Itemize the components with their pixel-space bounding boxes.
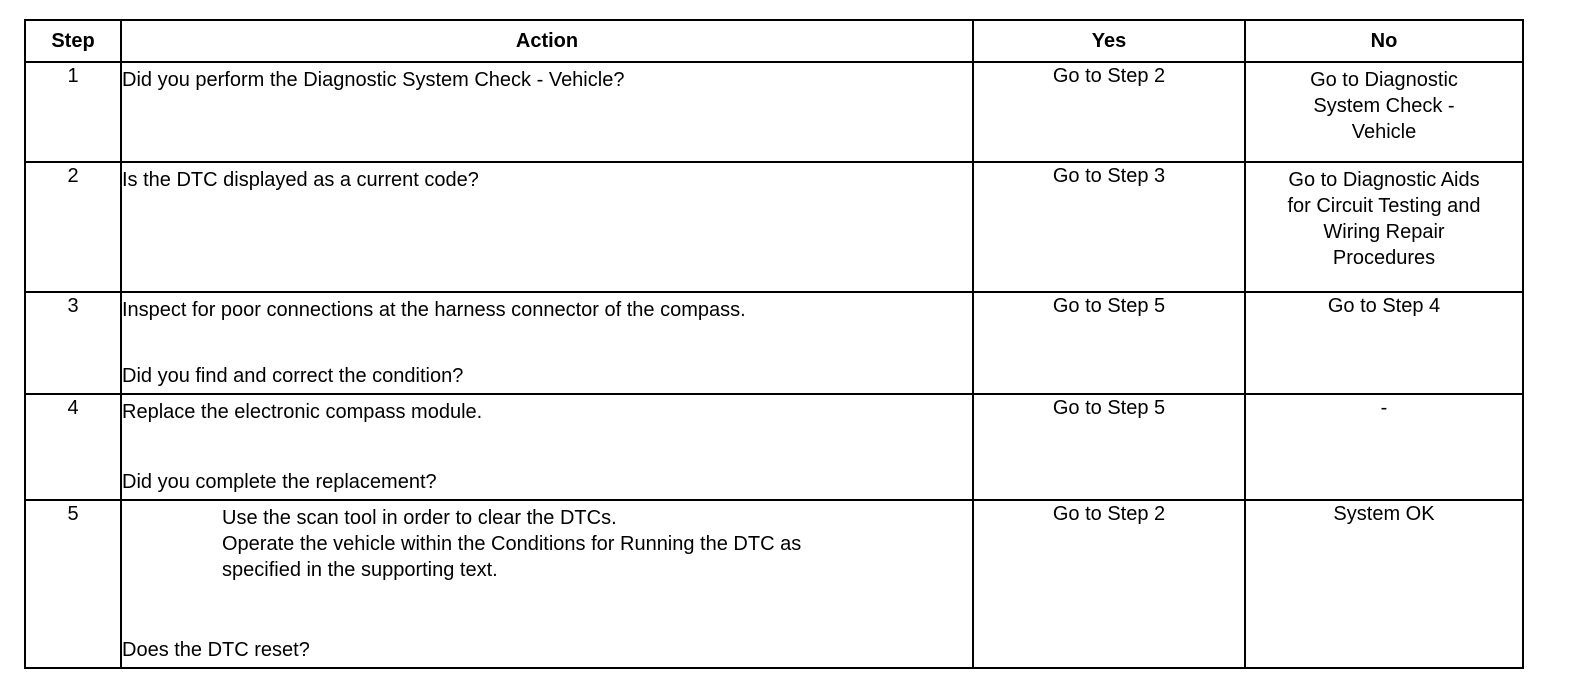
table-row — [25, 292, 1523, 394]
no-text: Go to Diagnostic — [1310, 69, 1458, 91]
header-action: Action — [121, 20, 973, 62]
header-no: No — [1245, 20, 1523, 62]
table-row — [25, 62, 1523, 162]
action-cell — [121, 500, 973, 668]
action-text: Operate the vehicle within the Conditions for Running the DTC as — [222, 533, 802, 555]
yes-cell: Go to Step 2 — [973, 500, 1245, 668]
no-text: System Check - — [1313, 95, 1455, 117]
no-text: Procedures — [1332, 247, 1436, 269]
no-cell: Go to Step 4 — [1245, 292, 1523, 394]
no-text: Vehicle — [1351, 121, 1417, 143]
action-cell — [121, 62, 973, 162]
yes-cell: Go to Step 5 — [973, 292, 1245, 394]
action-question: Did you find and correct the condition? — [122, 365, 464, 387]
step-number: 1 — [25, 62, 121, 162]
no-text: Wiring Repair — [1323, 221, 1445, 243]
table-row — [25, 394, 1523, 500]
diagnostic-table — [24, 19, 1524, 669]
no-cell: - — [1245, 394, 1523, 500]
step-number: 2 — [25, 162, 121, 292]
action-cell — [121, 162, 973, 292]
yes-cell: Go to Step 5 — [973, 394, 1245, 500]
no-cell — [1245, 162, 1523, 292]
step-number: 3 — [25, 292, 121, 394]
yes-cell: Go to Step 2 — [973, 62, 1245, 162]
action-question: Did you complete the replacement? — [122, 471, 437, 493]
action-text: Inspect for poor connections at the harness connector of the compass. — [122, 299, 746, 321]
action-question: Does the DTC reset? — [122, 639, 310, 661]
step-number: 4 — [25, 394, 121, 500]
action-text: Use the scan tool in order to clear the DTCs. — [222, 507, 617, 529]
no-text: Go to Diagnostic Aids — [1288, 169, 1480, 191]
table-row — [25, 500, 1523, 668]
action-cell — [121, 292, 973, 394]
no-cell: System OK — [1245, 500, 1523, 668]
action-text: Did you perform the Diagnostic System Check - Vehicle? — [122, 69, 625, 91]
no-text: for Circuit Testing and — [1287, 195, 1481, 217]
header-step: Step — [25, 20, 121, 62]
step-number: 5 — [25, 500, 121, 668]
action-text: specified in the supporting text. — [222, 559, 498, 581]
yes-cell: Go to Step 3 — [973, 162, 1245, 292]
table-row — [25, 162, 1523, 292]
no-cell — [1245, 62, 1523, 162]
header-row — [25, 20, 1523, 62]
action-text: Replace the electronic compass module. — [122, 401, 483, 423]
action-text: Is the DTC displayed as a current code? — [122, 169, 479, 191]
header-yes: Yes — [973, 20, 1245, 62]
action-cell — [121, 394, 973, 500]
